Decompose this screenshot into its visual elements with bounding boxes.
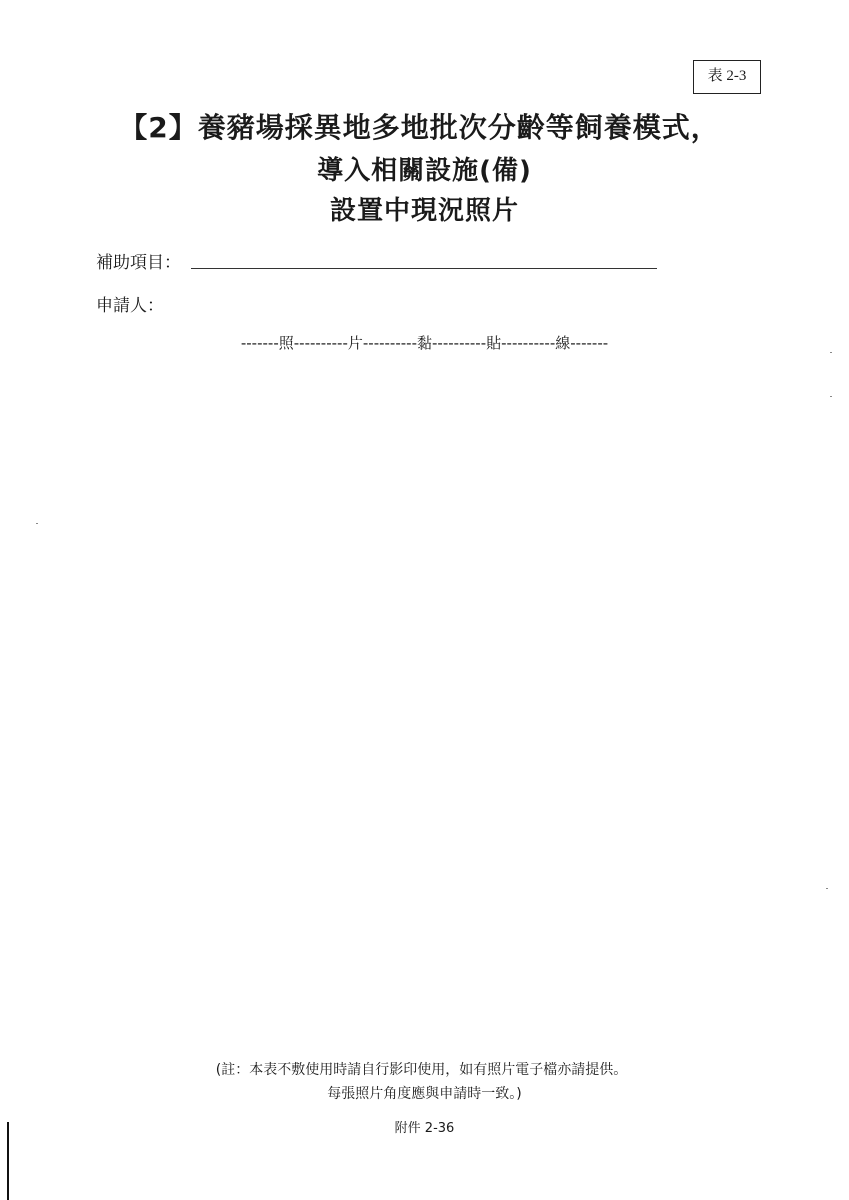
- form-number-box: 表 2-3: [693, 60, 761, 94]
- scan-edge-mark: [7, 1122, 9, 1200]
- scan-speck: [830, 396, 832, 397]
- page-footer: 附件 2-36: [394, 1121, 455, 1136]
- title-line-1: 【2】養豬場採異地多地批次分齡等飼養模式，: [119, 111, 720, 144]
- title-line-2: 導入相關設施(備): [317, 156, 532, 186]
- title-line-3: 設置中現況照片: [329, 196, 519, 226]
- scan-speck: [826, 888, 828, 889]
- scan-speck: [36, 523, 38, 524]
- note-line-1: (註：本表不敷使用時請自行影印使用，如有照片電子檔亦請提供。: [215, 1062, 628, 1078]
- applicant-label: 申請人：: [96, 296, 164, 316]
- subsidy-item-label: 補助項目：: [96, 253, 181, 273]
- subsidy-item-fill-line: [191, 268, 657, 269]
- note-line-2: 每張照片角度應與申請時一致。): [327, 1086, 522, 1102]
- scan-speck: [830, 352, 832, 353]
- photo-paste-line: -------照----------片----------黏----------貼----------線-------: [240, 334, 609, 352]
